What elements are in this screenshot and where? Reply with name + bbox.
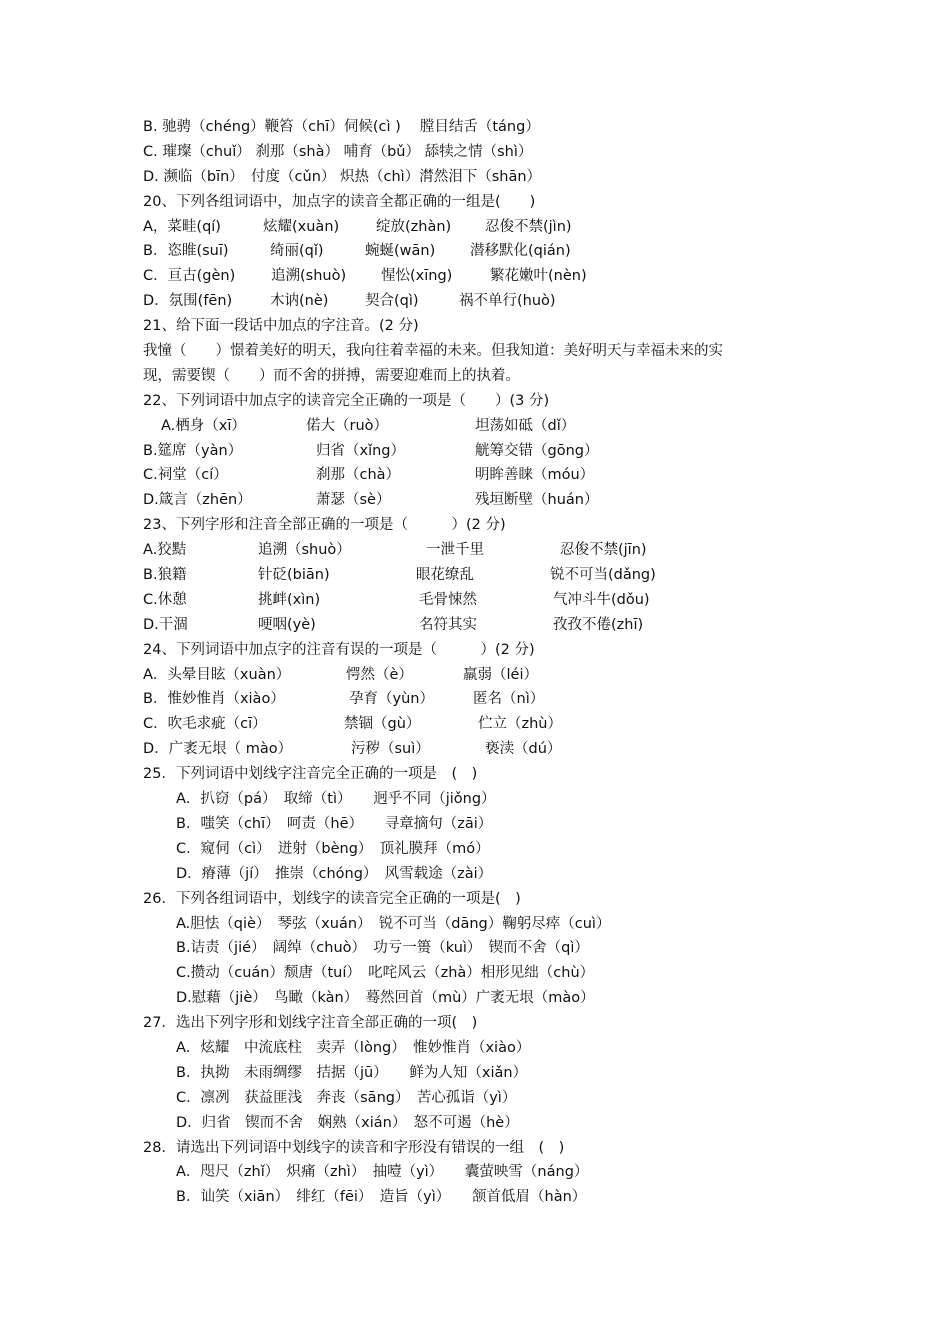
option-text: B．讪笑（xiān） 绯红（fēi） 造旨（yì） 颔首低眉（hàn）	[176, 1189, 587, 1206]
question-26	[143, 887, 833, 912]
option-cell: 蜿蜒(wān)	[365, 243, 436, 260]
option-cell: 一泄千里	[426, 542, 484, 559]
option-cell: 锐不可当(dǎng)	[550, 567, 656, 584]
option-cell: 禁锢（gù）	[344, 716, 421, 733]
option-cell: 针砭(biān)	[258, 567, 330, 584]
option-cell: C.祠堂（cí）	[143, 467, 228, 484]
option-cell: 绽放(zhàn)	[376, 218, 452, 235]
option-cell: 繁花嫩叶(nèn)	[490, 268, 587, 285]
option-cell: B．惟妙惟肖（xiào）	[143, 691, 285, 708]
line-text: B. 驰骋（chéng）鞭笞（chī）伺候(cì ) 膛目结舌（táng）	[143, 119, 540, 135]
option-line	[143, 414, 833, 439]
option-cell: D.箴言（zhēn）	[143, 492, 252, 509]
option-cell: 祸不单行(huò)	[459, 293, 556, 310]
option-line	[143, 737, 833, 762]
option-cell: 惺忪(xīng)	[381, 268, 453, 285]
question-text: 28．请选出下列词语中划线字的读音和字形没有错误的一组 ( )	[143, 1139, 565, 1156]
paragraph-text: 现，需要锲（ ）而不舍的拼搏，需要迎难而上的执着。	[143, 367, 520, 384]
option-text: B.诘责（jié） 阔绰（chuò） 功亏一篑（kuì） 锲而不舍（qì）	[176, 940, 589, 957]
option-line	[143, 812, 833, 837]
option-line	[143, 1160, 833, 1185]
option-cell: 挑衅(xìn)	[258, 591, 321, 608]
option-line	[143, 936, 833, 961]
option-cell: A，菜畦(qí)	[143, 218, 221, 235]
option-line	[143, 463, 833, 488]
paragraph-text: 我憧（ ）憬着美好的明天，我向往着幸福的未来。但我知道：美好明天与幸福未来的实	[143, 343, 723, 360]
option-cell: 偌大（ruò）	[306, 417, 389, 434]
question-text: 20、下列各组词语中，加点字的读音全都正确的一组是( )	[143, 193, 536, 210]
option-text: B．嗤笑（chī） 呵责（hē） 寻章摘句（zāi）	[176, 815, 493, 832]
option-line	[143, 986, 833, 1011]
option-cell: 匿名（nì）	[473, 691, 545, 708]
question-text: 26．下列各组词语中，划线字的读音完全正确的一项是( )	[143, 890, 521, 907]
option-cell: A．头晕目眩（xuàn）	[143, 666, 291, 683]
question-21	[143, 314, 833, 339]
option-cell: B.筵席（yàn）	[143, 442, 243, 459]
option-cell: 木讷(nè)	[270, 293, 329, 310]
question-24	[143, 638, 833, 663]
option-line	[143, 439, 833, 464]
option-cell: 毛骨悚然	[419, 591, 477, 608]
option-text: D．瘠薄（jí） 推崇（chóng） 风雪载途（zài）	[176, 865, 493, 882]
option-text: C．凛冽 获益匪浅 奔丧（sāng） 苦心孤诣（yì）	[176, 1089, 517, 1106]
option-text: A．咫尺（zhǐ） 炽痛（zhì） 抽噎（yì） 囊萤映雪（náng）	[176, 1164, 589, 1181]
option-cell: 追溯（shuò）	[258, 542, 351, 559]
question-20	[143, 190, 833, 215]
option-cell: 忍俊不禁(jīn)	[560, 542, 647, 559]
question-text: 24、下列词语中加点字的注音有误的一项是（ ）(2 分)	[143, 641, 535, 658]
option-line	[143, 538, 833, 563]
option-cell: 明眸善睐（móu）	[475, 467, 595, 484]
option-line	[143, 563, 833, 588]
option-cell: 刹那（chà）	[316, 467, 401, 484]
question-23	[143, 513, 833, 538]
option-line	[143, 215, 833, 240]
option-line	[143, 687, 833, 712]
option-line	[143, 115, 833, 140]
option-text: D.慰藉（jiè） 鸟瞰（kàn） 蓦然回首（mù）广袤无垠（mào）	[176, 990, 595, 1007]
option-text: A.胆怯（qiè） 琴弦（xuán） 锐不可当（dāng）鞠躬尽瘁（cuì）	[176, 915, 611, 932]
line-text: D. 濒临（bīn） 付度（cǔn） 炽热（chì）潸然泪下（shān）	[143, 168, 542, 185]
option-cell: C．亘古(gèn)	[143, 268, 236, 285]
option-line	[143, 862, 833, 887]
option-cell: C.休憩	[143, 591, 187, 608]
option-text: A．炫耀 中流底柱 卖弄（lòng） 惟妙惟肖（xiào）	[176, 1039, 531, 1056]
option-line	[143, 488, 833, 513]
option-line	[143, 588, 833, 613]
option-cell: 归省（xǐng）	[316, 442, 406, 459]
option-cell: 残垣断壁（huán）	[475, 492, 599, 509]
option-text: C.攒动（cuán）颓唐（tuí） 叱咤风云（zhà）相形见绌（chù）	[176, 965, 595, 982]
question-25	[143, 762, 833, 787]
option-cell: 绮丽(qǐ)	[270, 243, 324, 260]
option-text: A．扒窃（pá） 取缔（tì） 迥乎不同（jiǒng）	[176, 791, 496, 808]
option-line	[143, 1111, 833, 1136]
question-28	[143, 1136, 833, 1161]
option-cell: D．广袤无垠（ mào）	[143, 741, 293, 758]
option-line	[143, 264, 833, 289]
option-line	[143, 1185, 833, 1210]
question-text: 22、下列词语中加点字的读音完全正确的一项是（ ）(3 分)	[143, 392, 550, 409]
option-cell: 潜移默化(qián)	[470, 243, 571, 260]
question-text: 21、给下面一段话中加点的字注音。(2 分)	[143, 318, 419, 335]
option-line	[143, 1061, 833, 1086]
option-line	[143, 239, 833, 264]
question-text: 27．选出下列字形和划线字注音全部正确的一项( )	[143, 1015, 478, 1032]
option-cell: 气冲斗牛(dǒu)	[553, 591, 650, 608]
option-cell: 炫耀(xuàn)	[263, 218, 340, 235]
option-line	[143, 663, 833, 688]
option-cell: D．氛围(fēn)	[143, 293, 233, 310]
option-line	[143, 712, 833, 737]
option-line	[143, 140, 833, 165]
option-line	[143, 1086, 833, 1111]
option-line	[143, 165, 833, 190]
option-cell: A.栖身（xī）	[161, 417, 246, 434]
option-line	[143, 837, 833, 862]
option-cell: B．恣睢(suī)	[143, 243, 229, 260]
option-cell: 坦荡如砥（dǐ）	[475, 417, 576, 434]
option-cell: 契合(qì)	[365, 293, 419, 310]
option-cell: A.狡黠	[143, 542, 187, 559]
option-cell: 名符其实	[419, 616, 477, 633]
option-cell: C．吹毛求疵（cī）	[143, 716, 267, 733]
option-line	[143, 912, 833, 937]
option-cell: 萧瑟（sè）	[316, 492, 391, 509]
option-cell: 污秽（suì）	[351, 741, 430, 758]
option-text: C．窥伺（cì） 迸射（bèng） 顶礼膜拜（mó）	[176, 840, 490, 857]
paragraph-line	[143, 364, 833, 389]
option-cell: 忍俊不禁(jìn)	[485, 218, 572, 235]
option-cell: 孕育（yùn）	[349, 691, 434, 708]
option-cell: 孜孜不倦(zhī)	[553, 616, 644, 633]
option-line	[143, 289, 833, 314]
document-page	[143, 115, 833, 1210]
option-cell: 伫立（zhù）	[478, 716, 562, 733]
option-cell: 愕然（è）	[346, 666, 413, 683]
option-cell: D.干涸	[143, 616, 188, 633]
option-cell: 觥筹交错（gōng）	[475, 442, 599, 459]
option-line	[143, 961, 833, 986]
option-cell: B.狼籍	[143, 567, 187, 584]
question-22	[143, 389, 833, 414]
option-cell: 亵渎（dú）	[485, 741, 562, 758]
option-line	[143, 1036, 833, 1061]
option-line	[143, 613, 833, 638]
option-cell: 眼花缭乱	[416, 567, 474, 584]
option-text: D．归省 锲而不舍 娴熟（xián） 怒不可遏（hè）	[176, 1114, 519, 1131]
question-text: 25．下列词语中划线字注音完全正确的一项是 ( )	[143, 766, 478, 783]
option-cell: 羸弱（léi）	[463, 666, 538, 683]
option-cell: 哽咽(yè)	[258, 616, 316, 633]
paragraph-line	[143, 339, 833, 364]
option-line	[143, 787, 833, 812]
question-27	[143, 1011, 833, 1036]
question-text: 23、下列字形和注音全部正确的一项是（ ）(2 分)	[143, 517, 506, 534]
option-text: B．执拗 未雨绸缪 拮据（jū） 鲜为人知（xiǎn）	[176, 1064, 528, 1081]
line-text: C. 璀璨（chuǐ） 刹那（shà） 哺育（bǔ） 舔犊之情（shì）	[143, 143, 533, 160]
option-cell: 追溯(shuò)	[271, 268, 347, 285]
